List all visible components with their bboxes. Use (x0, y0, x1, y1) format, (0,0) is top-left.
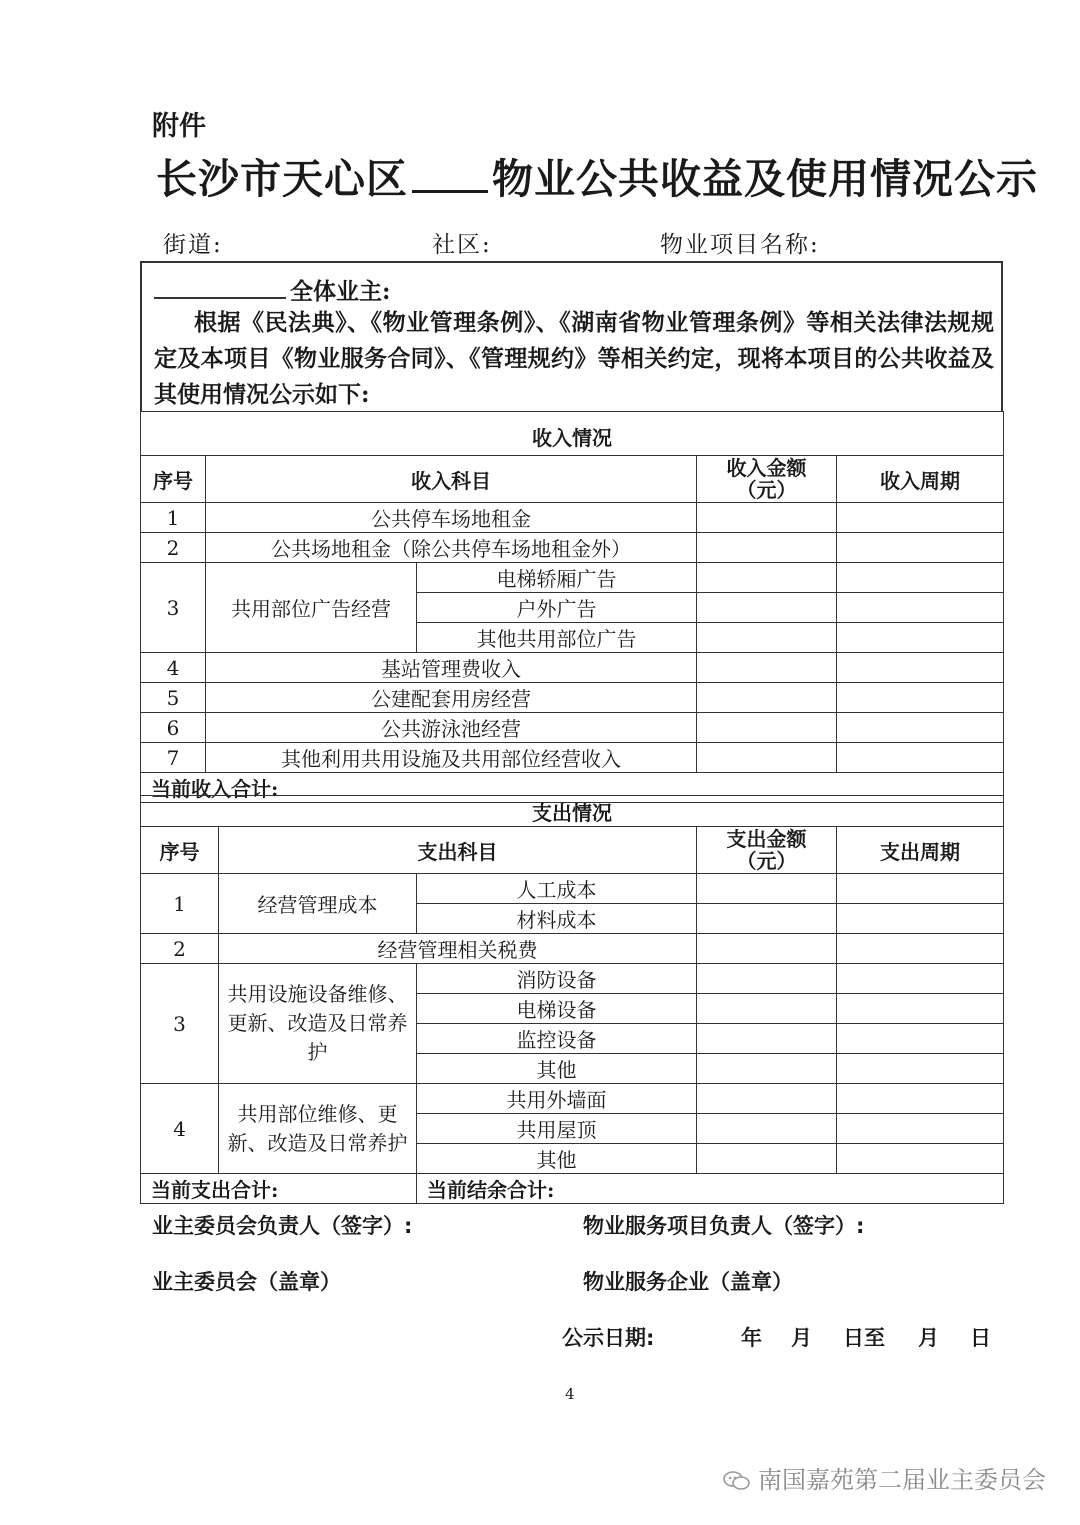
income-row1-no: 1 (141, 503, 206, 533)
expense-row4-sub1: 共用外墙面 (417, 1084, 697, 1114)
expense-row1-no: 1 (141, 874, 219, 934)
expense-row1-sub1-amount[interactable] (697, 874, 837, 904)
income-table (140, 411, 1004, 803)
expense-row4-no: 4 (141, 1084, 219, 1174)
income-row7-amount[interactable] (697, 743, 837, 773)
page-number: 4 (565, 1385, 575, 1403)
expense-row1-item: 经营管理成本 (219, 874, 417, 934)
expense-total: 当前支出合计: (141, 1174, 417, 1204)
income-row7-no: 7 (141, 743, 206, 773)
income-col-item: 收入科目 (206, 456, 697, 503)
income-col-amount-line1: 收入金额 (726, 456, 807, 480)
expense-row1-sub2-amount[interactable] (697, 904, 837, 934)
income-row2-amount[interactable] (697, 533, 837, 563)
income-row7-item: 其他利用共用设施及共用部位经营收入 (206, 743, 697, 773)
title-blank (412, 160, 488, 193)
date-year: 年 (741, 1326, 762, 1350)
income-row6-no: 6 (141, 713, 206, 743)
income-row1-amount[interactable] (697, 503, 837, 533)
income-row6-item: 公共游泳池经营 (206, 713, 697, 743)
income-row3-sub1-amount[interactable] (697, 563, 837, 593)
expense-row2-period[interactable] (837, 934, 1004, 964)
income-row3-sub3-amount[interactable] (697, 623, 837, 653)
date-label: 公示日期: (562, 1326, 655, 1350)
income-row3-sub3: 其他共用部位广告 (417, 623, 697, 653)
community-label: 社区: (432, 232, 492, 258)
income-col-no: 序号 (141, 456, 206, 503)
income-row6-amount[interactable] (697, 713, 837, 743)
income-row3-sub2-amount[interactable] (697, 593, 837, 623)
document-title (156, 146, 1038, 205)
service-head-signature: 物业服务项目负责人（签字）: (583, 1214, 865, 1238)
expense-row3-sub3: 监控设备 (417, 1024, 697, 1054)
expense-col-amount-line1: 支出金额 (726, 827, 807, 851)
notice-body: 根据《民法典》、《物业管理条例》、《湖南省物业管理条例》等相关法律法规规定及本项目《物业服务合同》、《管理规约》等相关约定，现将本项目的公共收益及其使用情况公示如下: (154, 309, 994, 408)
expense-row3-item: 共用设施设备维修、更新、改造及日常养护 (219, 964, 417, 1084)
date-day-to: 日至 (843, 1326, 885, 1350)
company-seal: 物业服务企业（盖章） (583, 1270, 793, 1294)
owners-salutation (154, 273, 391, 306)
expense-row3-no: 3 (141, 964, 219, 1084)
wechat-icon (722, 1470, 752, 1492)
income-row7-period[interactable] (837, 743, 1004, 773)
expense-row3-sub3-period[interactable] (837, 1024, 1004, 1054)
expense-row4-sub3-amount[interactable] (697, 1144, 837, 1174)
income-row4-amount[interactable] (697, 653, 837, 683)
date-day-2: 日 (970, 1326, 991, 1350)
income-row1-period[interactable] (837, 503, 1004, 533)
watermark-text: 南国嘉苑第二届业主委员会 (758, 1466, 1046, 1494)
watermark (722, 1460, 1046, 1495)
income-row4-period[interactable] (837, 653, 1004, 683)
expense-row2-no: 2 (141, 934, 219, 964)
expense-col-amount-line2: （元） (736, 849, 797, 873)
income-section-title: 收入情况 (141, 412, 1004, 456)
committee-seal: 业主委员会（盖章） (152, 1270, 341, 1294)
income-row5-no: 5 (141, 683, 206, 713)
income-row4-no: 4 (141, 653, 206, 683)
expense-row3-sub4-period[interactable] (837, 1054, 1004, 1084)
expense-row4-sub3: 其他 (417, 1144, 697, 1174)
income-row6-period[interactable] (837, 713, 1004, 743)
expense-row4-sub2-amount[interactable] (697, 1114, 837, 1144)
street-label: 街道: (163, 232, 223, 258)
expense-row3-sub1: 消防设备 (417, 964, 697, 994)
expense-row4-item: 共用部位维修、更新、改造及日常养护 (219, 1084, 417, 1174)
date-month-1: 月 (791, 1326, 812, 1350)
income-row2-period[interactable] (837, 533, 1004, 563)
expense-table (140, 795, 1004, 1204)
expense-row3-sub3-amount[interactable] (697, 1024, 837, 1054)
income-row3-sub3-period[interactable] (837, 623, 1004, 653)
expense-row4-sub2-period[interactable] (837, 1114, 1004, 1144)
project-name-label: 物业项目名称: (660, 232, 820, 258)
expense-row2-item: 经营管理相关税费 (219, 934, 697, 964)
expense-col-period: 支出周期 (837, 827, 1004, 874)
income-row2-no: 2 (141, 533, 206, 563)
income-row2-item: 公共场地租金（除公共停车场地租金外） (206, 533, 697, 563)
income-row3-item: 共用部位广告经营 (206, 563, 417, 653)
expense-row1-sub1-period[interactable] (837, 874, 1004, 904)
attachment-label: 附件 (152, 111, 206, 142)
date-month-2: 月 (918, 1326, 939, 1350)
income-row3-no: 3 (141, 563, 206, 653)
expense-row3-sub4: 其他 (417, 1054, 697, 1084)
title-left: 长沙市天心区 (156, 155, 408, 203)
expense-row3-sub4-amount[interactable] (697, 1054, 837, 1084)
expense-col-amount (697, 827, 837, 874)
income-row5-period[interactable] (837, 683, 1004, 713)
income-total: 当前收入合计: (141, 773, 1004, 803)
expense-row1-sub2-period[interactable] (837, 904, 1004, 934)
committee-head-signature: 业主委员会负责人（签字）: (152, 1214, 413, 1238)
expense-row1-sub2: 材料成本 (417, 904, 697, 934)
income-col-period: 收入周期 (837, 456, 1004, 503)
expense-row3-sub1-amount[interactable] (697, 964, 837, 994)
expense-row1-sub1: 人工成本 (417, 874, 697, 904)
expense-col-item: 支出科目 (219, 827, 697, 874)
expense-row2-amount[interactable] (697, 934, 837, 964)
income-row3-sub1: 电梯轿厢广告 (417, 563, 697, 593)
expense-row3-sub1-period[interactable] (837, 964, 1004, 994)
income-row4-item: 基站管理费收入 (206, 653, 697, 683)
income-col-amount-line2: （元） (736, 478, 797, 502)
expense-row3-sub2-period[interactable] (837, 994, 1004, 1024)
title-right: 物业公共收益及使用情况公示 (492, 155, 1038, 203)
balance-total: 当前结余合计: (417, 1174, 1004, 1204)
expense-col-no: 序号 (141, 827, 219, 874)
income-row3-sub2-period[interactable] (837, 593, 1004, 623)
expense-row4-sub3-period[interactable] (837, 1144, 1004, 1174)
expense-row3-sub2-amount[interactable] (697, 994, 837, 1024)
income-row3-sub2: 户外广告 (417, 593, 697, 623)
notice-box (140, 261, 1003, 411)
owners-text: 全体业主: (290, 278, 391, 305)
income-row1-item: 公共停车场地租金 (206, 503, 697, 533)
expense-row3-sub2: 电梯设备 (417, 994, 697, 1024)
income-row3-sub1-period[interactable] (837, 563, 1004, 593)
owners-blank (154, 277, 286, 299)
income-row5-amount[interactable] (697, 683, 837, 713)
income-row5-item: 公建配套用房经营 (206, 683, 697, 713)
income-col-amount (697, 456, 837, 503)
expense-row4-sub1-amount[interactable] (697, 1084, 837, 1114)
expense-row4-sub1-period[interactable] (837, 1084, 1004, 1114)
expense-row4-sub2: 共用屋顶 (417, 1114, 697, 1144)
expense-section-title: 支出情况 (141, 796, 1004, 827)
